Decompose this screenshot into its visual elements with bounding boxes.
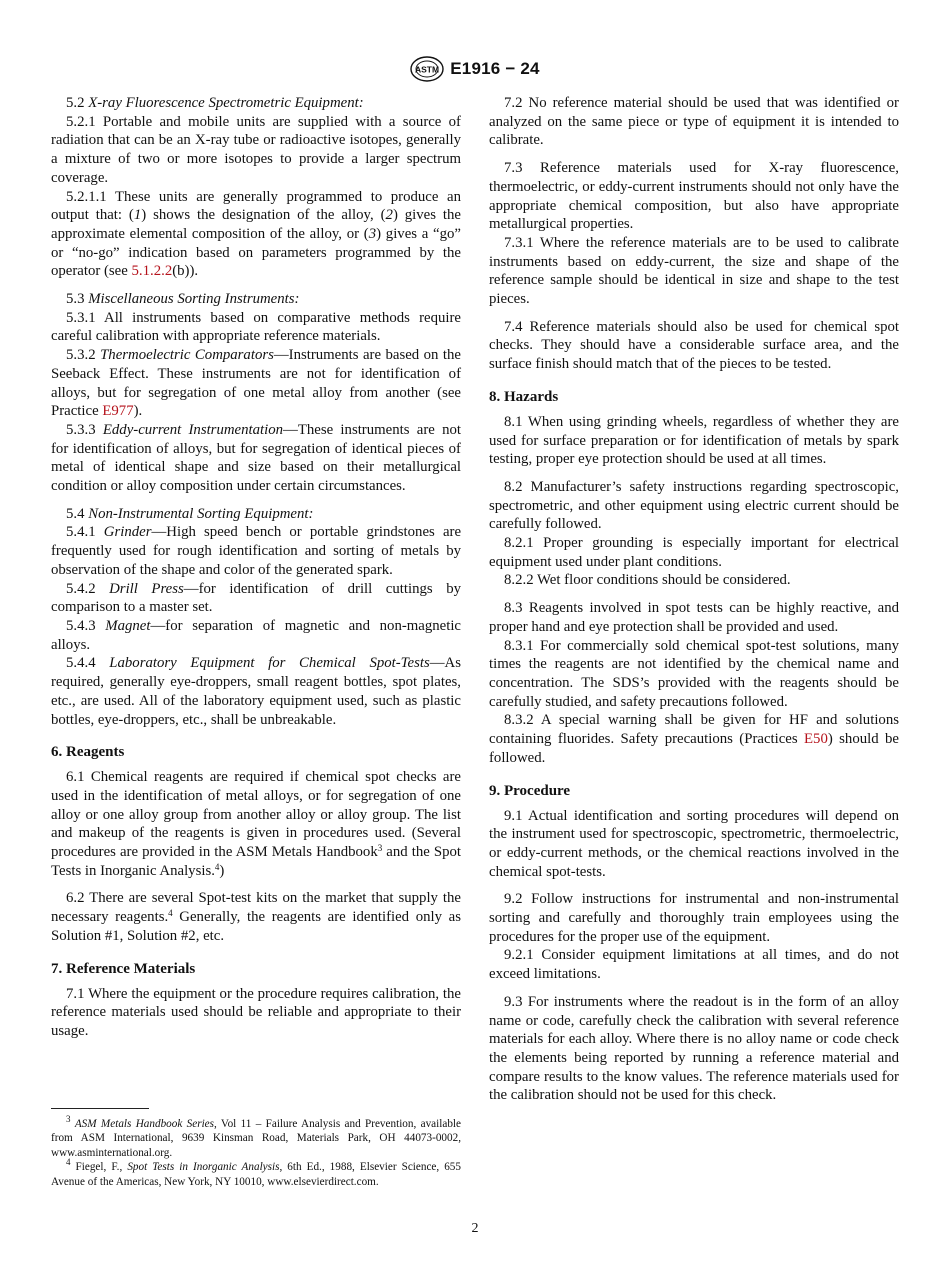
section-5-4-1: 5.4.1 Grinder—High speed bench or portable grindstones are frequently used for rough identification and sorting of metals by observation of the shape and color of the generated spark. xyxy=(51,524,462,578)
section-5-3: 5.3 Miscellaneous Sorting Instruments: xyxy=(66,291,300,308)
right-column xyxy=(489,94,899,1105)
section-8-2: 8.2 Manufacturer’s safety instructions regarding spectroscopic, spectrometric, and other equipment using electric current should be carefully followed. xyxy=(489,478,899,533)
section-5-2-1-1: 5.2.1.1 These units are generally programmed to produce an output that: (1) shows the designation of the alloy, (2) gives the approximate elemental composition of the alloy, or (3) gives a “go” or “no-go” indication based on parameters programmed by the operator (see 5.1.2.2(b)). xyxy=(51,188,461,280)
section-5-4-3: 5.4.3 Magnet—for separation of magnetic and non-magnetic alloys. xyxy=(51,617,461,653)
astm-logo-text: ASTM xyxy=(415,64,440,75)
section-9-2-1: 9.2.1 Consider equipment limitations at all times, and do not exceed limitations. xyxy=(489,947,899,983)
section-5-3-1: 5.3.1 All instruments based on comparative methods require careful calibration with appropriate reference materials. xyxy=(51,309,461,345)
section-7-2: 7.2 No reference material should be used that was identified or analyzed on the same piece or type of equipment it is intended to calibrate. xyxy=(489,95,899,149)
section-8-1: 8.1 When using grinding wheels, regardless of whether they are used for surface preparation or for identification of metals by spark testing, proper eye protection should be used at all times. xyxy=(489,413,899,468)
link-e977[interactable]: E977 xyxy=(102,403,134,420)
section-9-2: 9.2 Follow instructions for instrumental and non-instrumental sorting and carefully and thoroughly train employees using the procedures for the proper use of the equipment. xyxy=(489,891,899,945)
astm-logo-icon xyxy=(410,56,444,82)
section-8-3-1: 8.3.1 For commercially sold chemical spot-test solutions, many times the reagents are not identified by the chemical name and concentration. The SDS’s provided with the reagents should be carefully studied, and safety precautions followed. xyxy=(489,637,899,710)
section-8-2-2: 8.2.2 Wet floor conditions should be considered. xyxy=(504,572,791,589)
footnote-divider xyxy=(51,1108,149,1109)
left-column xyxy=(51,94,461,1041)
page-number: 2 xyxy=(471,1221,479,1236)
section-9-3: 9.3 For instruments where the readout is in the form of an alloy name or code, carefully check the calibration with several reference materials for each alloy. Where there is no alloy name or code check the elements being reported by running a reference material and compare results to the know values. The reference materials used for the calibration should not be used for this check. xyxy=(489,993,899,1104)
heading-procedure: 9. Procedure xyxy=(489,782,571,799)
section-9-1: 9.1 Actual identification and sorting procedures will depend on the instrument used for spectroscopic, spectrometric, thermoelectric, or eddy-current methods, or the chemical reactions involved in the chemical spot-tests. xyxy=(489,807,899,880)
footnotes xyxy=(51,1108,461,1189)
section-5-3-2: 5.3.2 Thermoelectric Comparators—Instruments are based on the Seeback Effect. These instruments are not for identification of alloys, but for segregation of one metal alloy from another (see Practice E977). xyxy=(51,347,461,420)
section-8-3: 8.3 Reagents involved in spot tests can be highly reactive, and proper hand and eye protection shall be provided and used. xyxy=(489,600,899,635)
section-5-4: 5.4 Non-Instrumental Sorting Equipment: xyxy=(66,505,314,522)
section-7-4: 7.4 Reference materials should also be used for chemical spot checks. They should have a considerable surface area, and the surface finish should match that of the pieces to be tested. xyxy=(489,318,899,373)
footnote-3: $^3$ ASM Metals Handbook Series, Vol 11 – Failure Analysis and Prevention, available from ASM International, 9639 Kinsman Road, Materials Park, OH 44073-0002, www.asminternational.org. xyxy=(51,1114,461,1159)
section-5-4-2: 5.4.2 Drill Press—for identification of drill cuttings by comparison to a master set. xyxy=(51,580,461,616)
footnote-4: $^4$ Fiegel, F., Spot Tests in Inorganic Analysis, 6th Ed., 1988, Elsevier Science, 655 Avenue of the Americas, New York, NY 10010, www.elsevierdirect.com. xyxy=(51,1157,461,1188)
heading-reagents: 6. Reagents xyxy=(51,744,125,761)
section-5-2-1: 5.2.1 Portable and mobile units are supplied with a source of radiation that can be an X-ray tube or radioactive isotopes, generally a mixture of two or more isotopes to provide a larger spectrum coverage. xyxy=(51,113,461,186)
document-designation: E1916 − 24 xyxy=(450,59,540,78)
section-5-4-4: 5.4.4 Laboratory Equipment for Chemical Spot-Tests—As required, generally eye-droppers, small reagent bottles, spot plates, etc., are used. All of the laboratory equipment used, such as plastic bottles, eye-droppers, etc., shall be unbreakable. xyxy=(51,655,461,728)
heading-hazards: 8. Hazards xyxy=(489,388,559,405)
page-header xyxy=(0,56,950,82)
section-7-3: 7.3 Reference materials used for X-ray fluorescence, thermoelectric, or eddy-current instruments should not only have the appropriate chemical composition, but also have appropriate metallurgical properties. xyxy=(489,160,899,233)
section-6-1: 6.1 Chemical reagents are required if chemical spot checks are used in the identification of metal alloys, or for segregation of one alloy or one alloy group from another alloy or alloy group. The list and makeup of the reagents is given in procedures used. (Several procedures are provided in the ASM Metals Handbook$^3$ and the Spot Tests in Inorganic Analysis.$^4$) xyxy=(51,769,461,879)
section-8-3-2: 8.3.2 A special warning shall be given for HF and solutions containing fluorides. Safety precautions (Practices E50) should be followed. xyxy=(489,712,899,766)
heading-reference-materials: 7. Reference Materials xyxy=(51,960,196,977)
section-5-2: 5.2 X-ray Fluorescence Spectrometric Equipment: xyxy=(66,95,364,111)
link-5-1-2-2[interactable]: 5.1.2.2 xyxy=(131,263,173,280)
section-5-3-3: 5.3.3 Eddy-current Instrumentation—These instruments are not for identification of alloys, but for segregation of identical pieces of metal of identical shape and size based on their metallurgical condition or alloy composition under certain circumstances. xyxy=(51,421,462,495)
section-7-3-1: 7.3.1 Where the reference materials are to be used to calibrate instruments based on eddy-current, the size and shape of the reference sample should be identical in size and shape to the test pieces. xyxy=(489,234,899,308)
section-6-2: 6.2 There are several Spot-test kits on the market that supply the necessary reagents.$^4$ Generally, the reagents are identified only as Solution #1, Solution #2, etc. xyxy=(51,890,461,944)
link-e50[interactable]: E50 xyxy=(804,731,828,748)
section-8-2-1: 8.2.1 Proper grounding is especially important for electrical equipment used under plant conditions. xyxy=(489,535,899,570)
section-7-1: 7.1 Where the equipment or the procedure requires calibration, the reference materials used should be reliable and appropriate to their usage. xyxy=(51,985,461,1039)
